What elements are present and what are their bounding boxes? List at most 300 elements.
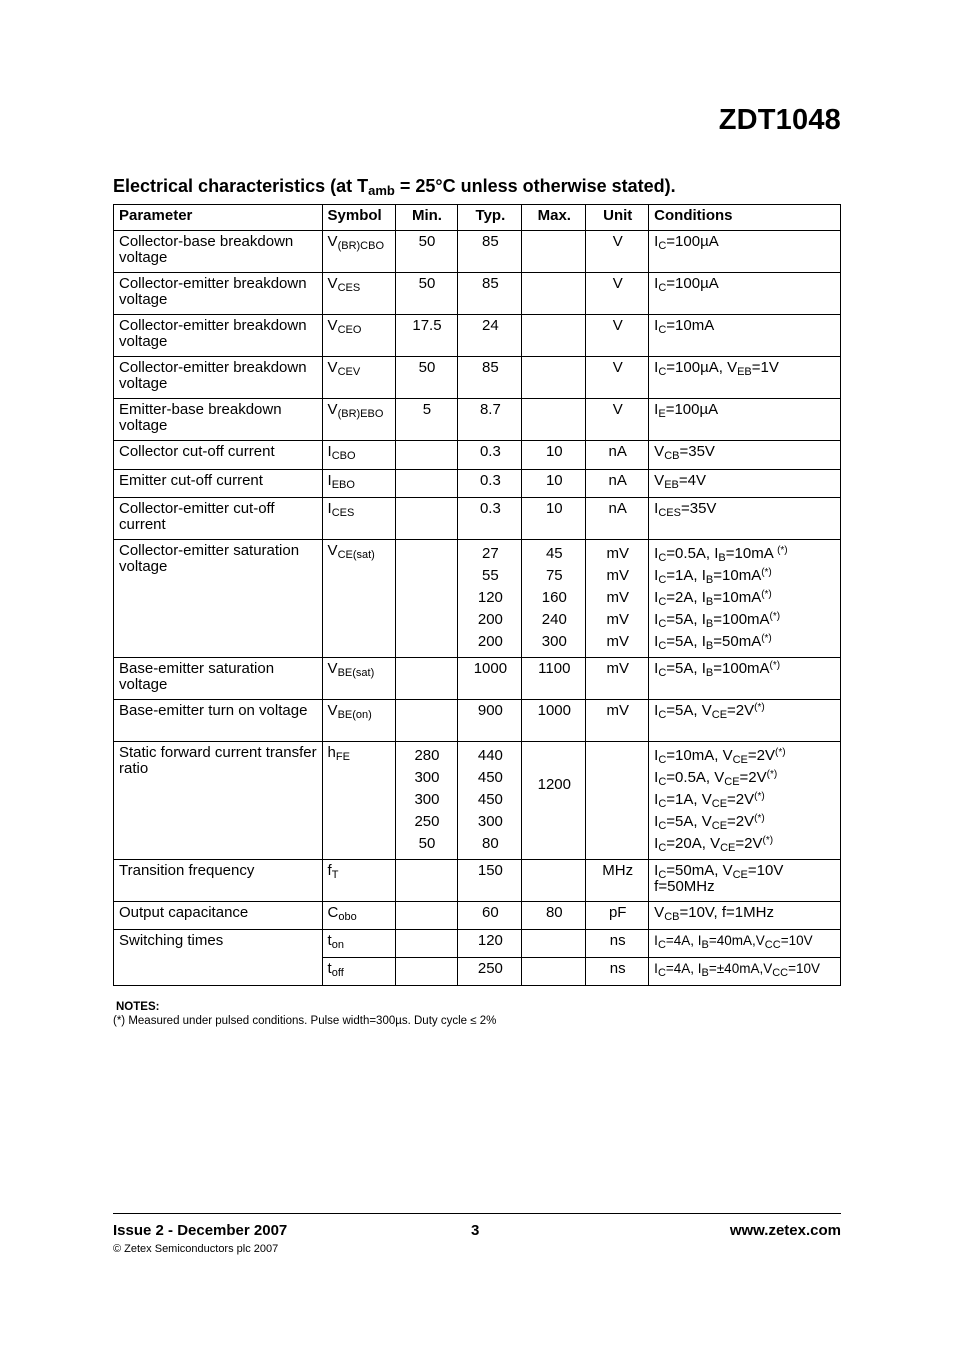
max-cell: 1100 bbox=[522, 658, 586, 700]
condition-line bbox=[654, 661, 836, 677]
text-segment: f=50MHz bbox=[654, 878, 715, 895]
typ-cell: 8.7 bbox=[458, 399, 522, 441]
min-cell: 17.5 bbox=[395, 315, 458, 357]
text-segment: =100µA bbox=[666, 233, 719, 250]
condition-line bbox=[654, 234, 836, 250]
text-segment: =2V bbox=[727, 813, 755, 830]
condition-line bbox=[654, 501, 836, 517]
text-segment: (BR)CBO bbox=[337, 240, 385, 252]
text-segment: V bbox=[654, 443, 665, 460]
symbol-cell bbox=[322, 231, 395, 273]
text-segment: I bbox=[654, 275, 659, 292]
text-segment: =10mA bbox=[713, 567, 762, 584]
conditions-cell bbox=[649, 860, 841, 902]
text-segment: =100µA, V bbox=[666, 359, 738, 376]
footer-website: www.zetex.com bbox=[729, 1222, 841, 1239]
text-segment: =5A, V bbox=[666, 702, 712, 719]
typ-cell: 1000 bbox=[458, 658, 522, 700]
stack-value: mV bbox=[606, 545, 629, 562]
text-segment: =4V bbox=[678, 472, 706, 489]
col-header-typ: Typ. bbox=[458, 205, 522, 231]
footer-page-number: 3 bbox=[471, 1222, 480, 1239]
conditions-cell bbox=[649, 357, 841, 399]
conditions-cell bbox=[649, 399, 841, 441]
text-segment: BE(on) bbox=[337, 709, 372, 721]
table-row bbox=[114, 860, 841, 902]
text-segment: C bbox=[657, 939, 666, 951]
stack-value: 120 bbox=[477, 589, 503, 606]
text-segment: =2A, I bbox=[666, 589, 706, 606]
condition-line bbox=[654, 933, 836, 949]
stack-value: 200 bbox=[477, 633, 503, 650]
min-cell bbox=[395, 700, 458, 742]
text-segment: C bbox=[658, 240, 667, 252]
symbol-cell bbox=[322, 902, 395, 930]
text-segment: =10mA bbox=[725, 545, 778, 562]
text-segment: CC bbox=[764, 939, 781, 951]
parameter-cell: Collector-emitter saturation voltage bbox=[114, 540, 323, 658]
text-segment: C bbox=[658, 754, 667, 766]
text-segment: (*) bbox=[769, 611, 781, 622]
text-segment: (*) bbox=[754, 813, 765, 824]
text-segment: I bbox=[654, 633, 659, 650]
typ-cell: 120 bbox=[458, 930, 522, 958]
conditions-cell bbox=[649, 231, 841, 273]
typ-cell: 60 bbox=[458, 902, 522, 930]
text-segment: off bbox=[331, 967, 344, 979]
condition-line bbox=[654, 444, 836, 460]
text-segment: B bbox=[705, 596, 714, 608]
symbol-cell bbox=[322, 399, 395, 441]
text-segment: =0.5A, I bbox=[666, 545, 719, 562]
text-segment: V bbox=[327, 233, 338, 250]
condition-line bbox=[654, 473, 836, 489]
text-segment: =10mA bbox=[713, 589, 762, 606]
typ-cell: 900 bbox=[458, 700, 522, 742]
text-segment: I bbox=[654, 835, 659, 852]
text-segment: (*) bbox=[754, 791, 765, 802]
stack-value: 45 bbox=[545, 545, 563, 562]
conditions-cell bbox=[649, 273, 841, 315]
text-segment: (*) bbox=[766, 769, 778, 780]
unit-cell: ns bbox=[586, 930, 649, 958]
text-segment: CE bbox=[732, 869, 748, 881]
typ-cell: 85 bbox=[458, 231, 522, 273]
max-cell: 10 bbox=[522, 441, 586, 470]
parameter-cell: Static forward current transfer ratio bbox=[114, 742, 323, 860]
table-row bbox=[114, 470, 841, 498]
text-segment: =5A, V bbox=[666, 813, 712, 830]
text-segment: =±40mA,V bbox=[708, 961, 773, 976]
text-segment: =0.5A, V bbox=[666, 769, 725, 786]
text-segment: I bbox=[654, 317, 659, 334]
parameter-cell: Switching times bbox=[114, 930, 323, 986]
symbol-cell bbox=[322, 357, 395, 399]
symbol-cell bbox=[322, 441, 395, 470]
text-segment: C bbox=[658, 820, 667, 832]
typ-cell: 85 bbox=[458, 273, 522, 315]
max-cell bbox=[522, 315, 586, 357]
stack-value: 80 bbox=[482, 835, 499, 852]
text-segment: =100mA bbox=[713, 611, 770, 628]
unit-cell: V bbox=[586, 273, 649, 315]
unit-cell bbox=[586, 540, 649, 658]
symbol-cell bbox=[322, 700, 395, 742]
text-segment: I bbox=[654, 813, 659, 830]
text-segment: C bbox=[658, 324, 667, 336]
text-segment: =1A, I bbox=[666, 567, 706, 584]
table-row bbox=[114, 498, 841, 540]
stack-value: mV bbox=[606, 633, 629, 650]
text-segment: CE bbox=[711, 798, 728, 810]
text-segment: C bbox=[658, 798, 667, 810]
text-segment: C bbox=[658, 640, 667, 652]
stack-value: 27 bbox=[482, 545, 499, 562]
stack-value: 280 bbox=[414, 747, 440, 764]
stack-value: 240 bbox=[541, 611, 567, 628]
text-segment: =5A, I bbox=[666, 633, 706, 650]
unit-cell: nA bbox=[586, 498, 649, 540]
stack-value: 200 bbox=[477, 611, 503, 628]
text-segment: CB bbox=[664, 911, 680, 923]
symbol-cell bbox=[322, 498, 395, 540]
table-row bbox=[114, 399, 841, 441]
text-segment: =5A, I bbox=[666, 611, 706, 628]
text-segment: B bbox=[718, 552, 726, 564]
min-cell bbox=[395, 441, 458, 470]
min-cell bbox=[395, 902, 458, 930]
max-cell bbox=[522, 231, 586, 273]
col-header-max: Max. bbox=[522, 205, 586, 231]
text-segment: =100µA bbox=[666, 275, 719, 292]
text-segment: C bbox=[658, 667, 667, 679]
condition-line bbox=[654, 276, 836, 292]
stack-value: 300 bbox=[414, 791, 440, 808]
symbol-cell bbox=[322, 470, 395, 498]
stack-value: mV bbox=[606, 611, 629, 628]
parameter-cell: Base-emitter turn on voltage bbox=[114, 700, 323, 742]
conditions-cell bbox=[649, 498, 841, 540]
parameter-cell: Collector-emitter breakdown voltage bbox=[114, 273, 323, 315]
unit-cell: MHz bbox=[586, 860, 649, 902]
text-segment: V bbox=[327, 542, 338, 559]
text-segment: =1V bbox=[751, 359, 779, 376]
text-segment: CE bbox=[724, 776, 740, 788]
stack-value: 450 bbox=[477, 769, 503, 786]
text-segment: C bbox=[658, 574, 667, 586]
text-segment: h bbox=[327, 744, 336, 761]
text-segment: C bbox=[658, 776, 667, 788]
stack-value: 300 bbox=[541, 633, 567, 650]
text-segment: =10mA bbox=[666, 317, 715, 334]
typ-cell: 150 bbox=[458, 860, 522, 902]
symbol-cell bbox=[322, 860, 395, 902]
col-header-symbol: Symbol bbox=[322, 205, 395, 231]
max-cell bbox=[522, 958, 586, 986]
col-header-unit: Unit bbox=[586, 205, 649, 231]
text-segment: I bbox=[654, 747, 659, 764]
text-segment: C bbox=[327, 904, 339, 921]
conditions-cell bbox=[649, 540, 841, 658]
max-cell bbox=[522, 399, 586, 441]
text-segment: =2V bbox=[739, 769, 767, 786]
min-cell bbox=[395, 860, 458, 902]
electrical-characteristics-table bbox=[113, 204, 841, 986]
text-segment: CE bbox=[711, 709, 728, 721]
symbol-cell bbox=[322, 930, 395, 958]
text-segment: V bbox=[327, 702, 338, 719]
text-segment: (*) bbox=[774, 747, 786, 758]
text-segment: CE bbox=[732, 754, 748, 766]
text-segment: I bbox=[654, 545, 659, 562]
text-segment: V bbox=[654, 472, 665, 489]
text-segment: B bbox=[701, 967, 709, 979]
stack-value: 300 bbox=[477, 813, 503, 830]
text-segment: CES bbox=[658, 507, 681, 519]
condition-line bbox=[654, 745, 836, 767]
text-segment: =2V bbox=[727, 791, 755, 808]
conditions-cell bbox=[649, 902, 841, 930]
typ-cell: 250 bbox=[458, 958, 522, 986]
text-segment: C bbox=[657, 967, 666, 979]
condition-line bbox=[654, 811, 836, 833]
notes bbox=[113, 1001, 496, 1027]
text-segment: =50mA, V bbox=[666, 862, 733, 879]
stack-value: 50 bbox=[418, 835, 436, 852]
symbol-cell bbox=[322, 658, 395, 700]
parameter-cell: Output capacitance bbox=[114, 902, 323, 930]
condition-line bbox=[654, 543, 836, 565]
unit-cell: V bbox=[586, 231, 649, 273]
text-segment: on bbox=[331, 939, 344, 951]
text-segment: I bbox=[327, 472, 332, 489]
max-cell bbox=[522, 930, 586, 958]
conditions-cell bbox=[649, 958, 841, 986]
min-cell: 5 bbox=[395, 399, 458, 441]
text-segment: =5A, I bbox=[666, 660, 706, 677]
condition-line bbox=[654, 833, 836, 855]
parameter-cell: Collector-emitter breakdown voltage bbox=[114, 357, 323, 399]
text-segment: =50mA bbox=[713, 633, 762, 650]
text-segment: C bbox=[658, 282, 667, 294]
condition-line bbox=[654, 789, 836, 811]
text-segment: I bbox=[654, 233, 659, 250]
condition-line bbox=[654, 360, 836, 376]
min-cell bbox=[395, 958, 458, 986]
min-cell bbox=[395, 742, 458, 860]
text-segment: V bbox=[327, 401, 338, 418]
text-segment: =100µA bbox=[665, 401, 719, 418]
max-cell bbox=[522, 357, 586, 399]
text-segment: (*) bbox=[761, 633, 772, 644]
stack-value: 55 bbox=[482, 567, 499, 584]
text-segment: I bbox=[654, 401, 659, 418]
table-row bbox=[114, 315, 841, 357]
text-segment: EBO bbox=[331, 479, 355, 491]
conditions-cell bbox=[649, 470, 841, 498]
text-segment: CEV bbox=[337, 366, 361, 378]
condition-line bbox=[654, 703, 836, 719]
text-segment: (*) bbox=[754, 702, 765, 713]
text-segment: CBO bbox=[331, 450, 356, 462]
unit-cell: nA bbox=[586, 441, 649, 470]
max-cell bbox=[522, 540, 586, 658]
text-segment: I bbox=[654, 791, 659, 808]
text-segment: B bbox=[705, 667, 714, 679]
table-row bbox=[114, 540, 841, 658]
text-segment: (*) bbox=[777, 545, 788, 556]
parameter-cell: Collector-emitter breakdown voltage bbox=[114, 315, 323, 357]
typ-cell: 0.3 bbox=[458, 470, 522, 498]
text-segment: V bbox=[327, 359, 338, 376]
min-cell bbox=[395, 498, 458, 540]
section-title: Electrical characteristics (at $T_{amb} = 25^\circ C$ unless otherwise stated). bbox=[113, 176, 676, 198]
text-segment: =10V, f=1MHz bbox=[679, 904, 774, 921]
condition-line bbox=[654, 767, 836, 789]
max-cell: 1000 bbox=[522, 700, 586, 742]
min-cell bbox=[395, 658, 458, 700]
condition-line bbox=[654, 879, 836, 895]
text-segment: E bbox=[658, 408, 666, 420]
text-segment: =2V bbox=[727, 702, 755, 719]
typ-cell: 85 bbox=[458, 357, 522, 399]
conditions-cell bbox=[649, 658, 841, 700]
table-row bbox=[114, 742, 841, 860]
text-segment: C bbox=[658, 552, 667, 564]
symbol-cell bbox=[322, 958, 395, 986]
unit-cell: nA bbox=[586, 470, 649, 498]
text-segment: C bbox=[658, 596, 667, 608]
text-segment: =20A, V bbox=[666, 835, 721, 852]
text-segment: I bbox=[654, 589, 659, 606]
text-segment: I bbox=[654, 961, 658, 976]
text-segment: I bbox=[327, 443, 332, 460]
text-segment: C bbox=[658, 709, 667, 721]
condition-line bbox=[654, 863, 836, 879]
text-segment: =100mA bbox=[713, 660, 770, 677]
text-segment: I bbox=[654, 769, 659, 786]
footer-issue: Issue 2 - December 2007 bbox=[113, 1222, 288, 1239]
text-segment: B bbox=[705, 574, 714, 586]
unit-cell: mV bbox=[586, 700, 649, 742]
condition-line bbox=[654, 609, 836, 631]
stack-value: 75 bbox=[545, 567, 563, 584]
parameter-cell: Emitter cut-off current bbox=[114, 470, 323, 498]
table-header-row bbox=[114, 205, 841, 231]
text-segment: CB bbox=[664, 450, 680, 462]
unit-cell bbox=[586, 742, 649, 860]
text-segment: =1A, V bbox=[666, 791, 712, 808]
text-segment: CES bbox=[337, 282, 361, 294]
condition-line bbox=[654, 402, 836, 418]
text-segment: CE(sat) bbox=[337, 549, 375, 561]
conditions-cell bbox=[649, 930, 841, 958]
condition-line bbox=[654, 565, 836, 587]
footer-copyright: © Zetex Semiconductors plc 2007 bbox=[113, 1243, 279, 1255]
text-segment: C bbox=[658, 366, 667, 378]
text-segment: (BR)EBO bbox=[337, 408, 384, 420]
col-header-parameter: Parameter bbox=[114, 205, 323, 231]
text-segment: CE bbox=[720, 842, 736, 854]
max-cell bbox=[522, 273, 586, 315]
stack-value: 300 bbox=[414, 769, 440, 786]
condition-line bbox=[654, 318, 836, 334]
unit-cell: V bbox=[586, 357, 649, 399]
table-row bbox=[114, 930, 841, 958]
parameter-cell: Emitter-base breakdown voltage bbox=[114, 399, 323, 441]
table-row bbox=[114, 441, 841, 470]
condition-line bbox=[654, 961, 836, 977]
text-segment: B bbox=[701, 939, 709, 951]
text-segment: =4A, I bbox=[665, 933, 702, 948]
text-segment: EB bbox=[664, 479, 679, 491]
parameter-cell: Collector-emitter cut-off current bbox=[114, 498, 323, 540]
parameter-cell: Collector cut-off current bbox=[114, 441, 323, 470]
condition-line bbox=[654, 905, 836, 921]
max-cell: 1200 bbox=[522, 742, 586, 860]
conditions-cell bbox=[649, 441, 841, 470]
notes-title: NOTES: bbox=[116, 1001, 160, 1013]
condition-line bbox=[654, 587, 836, 609]
typ-cell: 0.3 bbox=[458, 441, 522, 470]
text-segment: B bbox=[705, 640, 714, 652]
text-segment: V bbox=[327, 317, 338, 334]
text-segment: V bbox=[327, 660, 338, 677]
min-cell: 50 bbox=[395, 273, 458, 315]
max-cell: 80 bbox=[522, 902, 586, 930]
text-segment: CC bbox=[772, 967, 789, 979]
text-segment: =4A, I bbox=[665, 961, 702, 976]
text-segment: I bbox=[654, 359, 659, 376]
text-segment: CEO bbox=[337, 324, 362, 336]
unit-cell: mV bbox=[586, 658, 649, 700]
condition-line bbox=[654, 631, 836, 653]
text-segment: T bbox=[331, 869, 339, 881]
min-cell bbox=[395, 540, 458, 658]
table-row bbox=[114, 658, 841, 700]
text-segment: =10V bbox=[788, 961, 821, 976]
typ-cell: 24 bbox=[458, 315, 522, 357]
text-segment: I bbox=[654, 862, 659, 879]
text-segment: I bbox=[654, 611, 659, 628]
text-segment: EB bbox=[737, 366, 752, 378]
text-segment: (*) bbox=[769, 660, 781, 671]
text-segment: (*) bbox=[762, 835, 774, 846]
stack-value: 440 bbox=[477, 747, 503, 764]
text-segment: =35V bbox=[679, 443, 715, 460]
symbol-cell bbox=[322, 315, 395, 357]
footer-divider bbox=[113, 1213, 841, 1214]
table-row bbox=[114, 902, 841, 930]
stack-value: 450 bbox=[477, 791, 503, 808]
text-segment: =10V bbox=[747, 862, 784, 879]
part-number: ZDT1048 bbox=[718, 104, 841, 136]
conditions-cell bbox=[649, 315, 841, 357]
table-row bbox=[114, 273, 841, 315]
text-segment: CE bbox=[711, 820, 728, 832]
table-row bbox=[114, 700, 841, 742]
table-row bbox=[114, 357, 841, 399]
unit-cell: pF bbox=[586, 902, 649, 930]
symbol-cell bbox=[322, 273, 395, 315]
min-cell: 50 bbox=[395, 357, 458, 399]
stack-value: 160 bbox=[541, 589, 567, 606]
unit-cell: ns bbox=[586, 958, 649, 986]
symbol-cell bbox=[322, 540, 395, 658]
typ-cell: 0.3 bbox=[458, 498, 522, 540]
text-segment: CES bbox=[331, 507, 355, 519]
text-segment: (*) bbox=[761, 567, 772, 578]
